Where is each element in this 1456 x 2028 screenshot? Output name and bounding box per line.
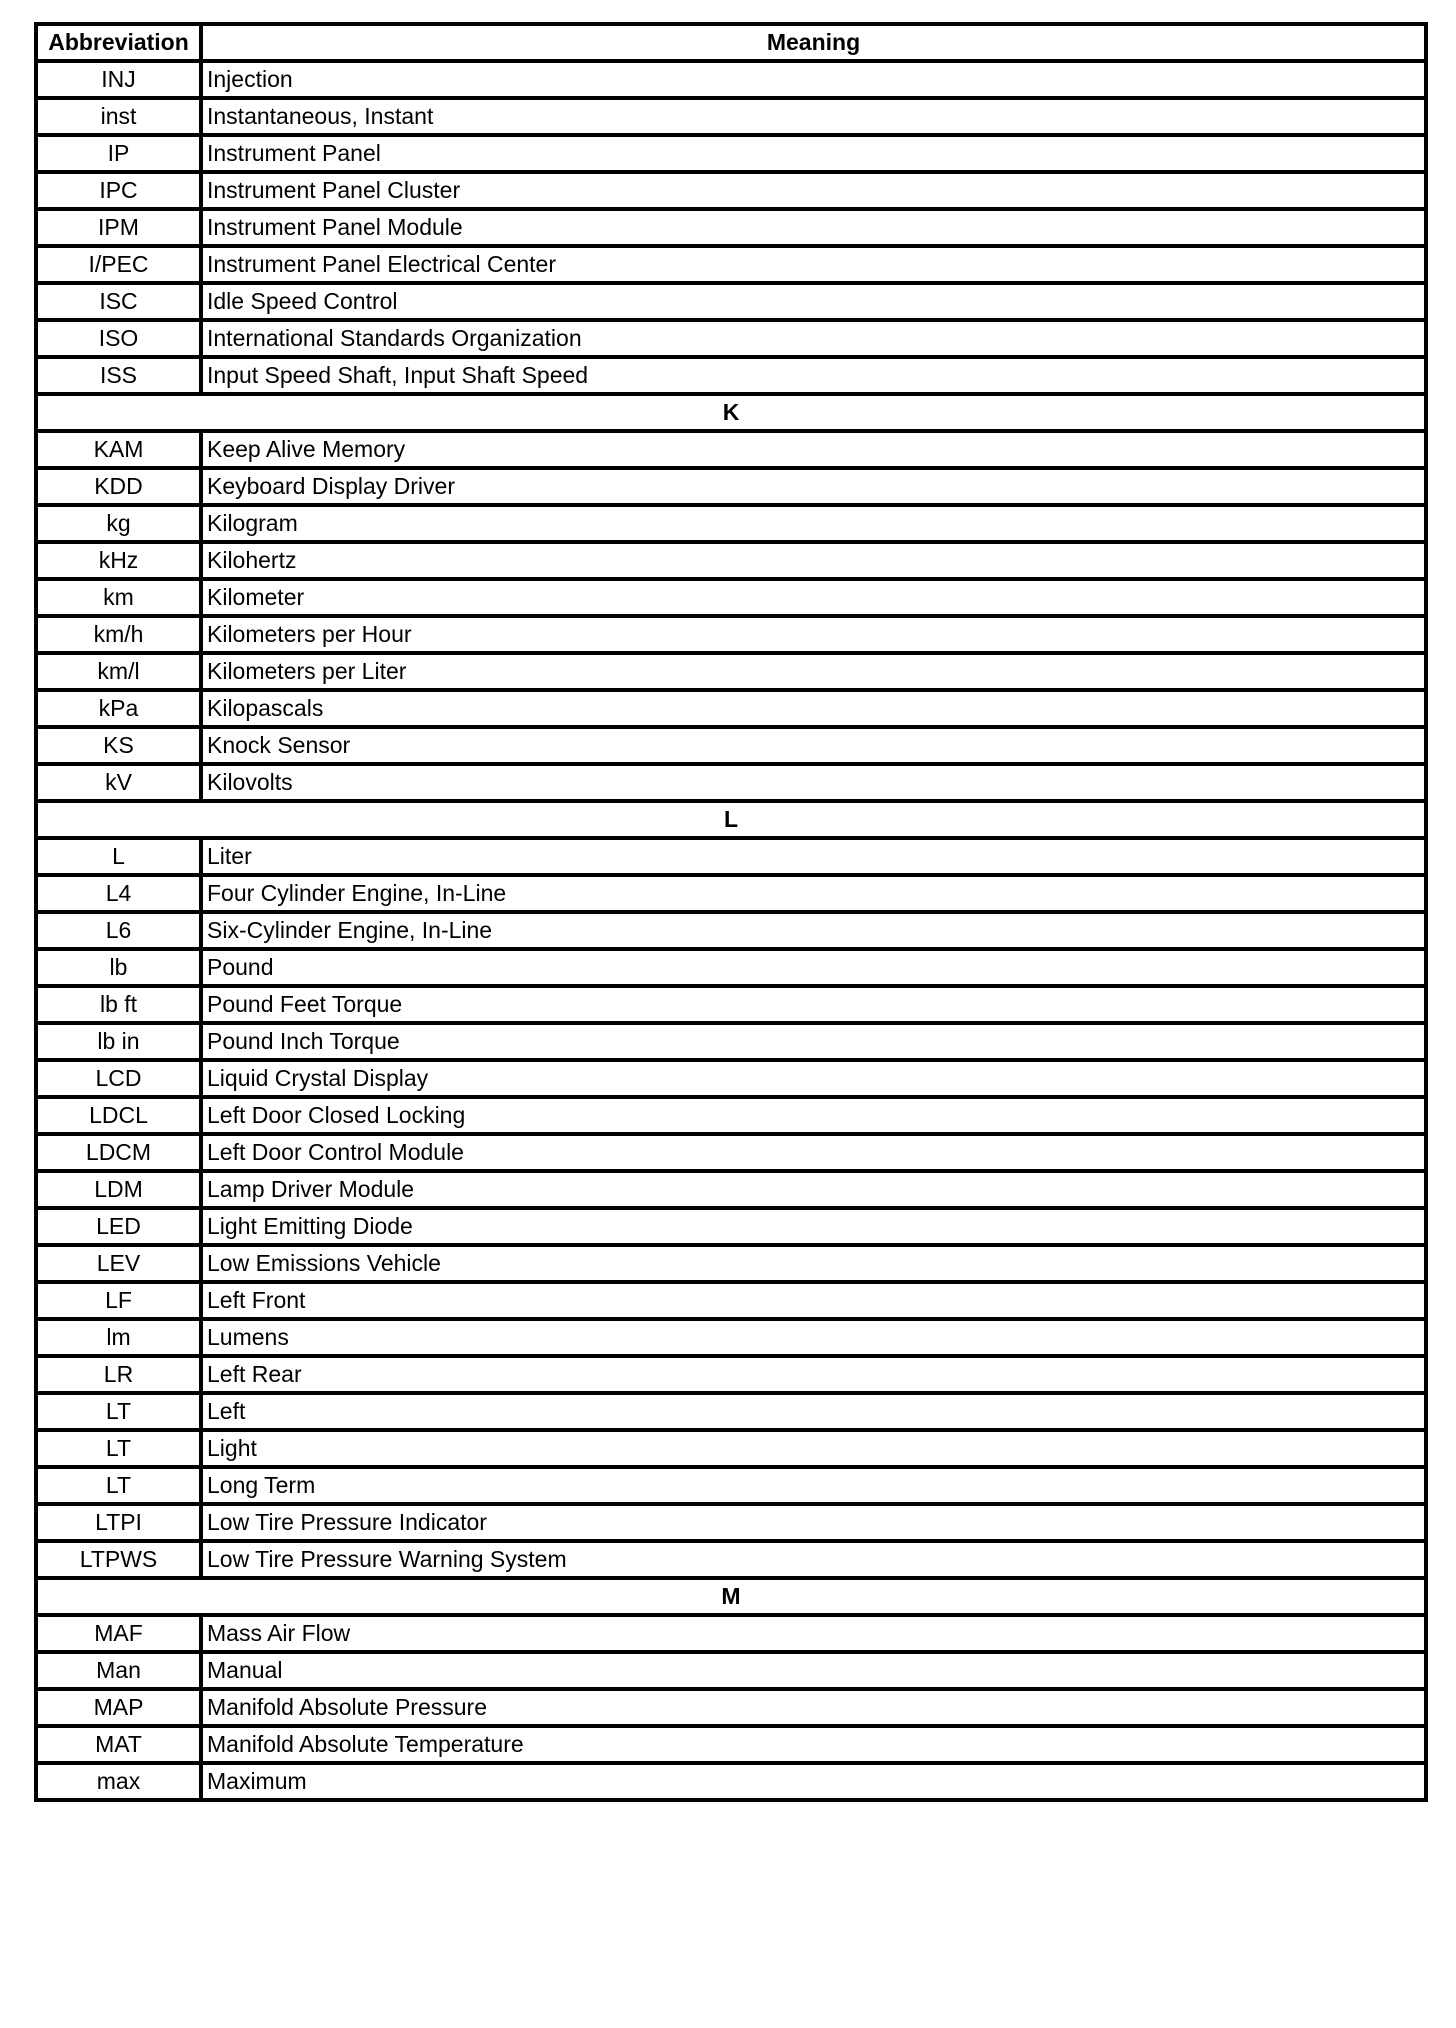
table-row xyxy=(36,986,1426,1023)
abbreviation-cell: ISS xyxy=(36,357,201,394)
meaning-cell: Left Door Control Module xyxy=(201,1134,1426,1171)
meaning-cell: Idle Speed Control xyxy=(201,283,1426,320)
abbreviation-cell: lm xyxy=(36,1319,201,1356)
meaning-cell: Lamp Driver Module xyxy=(201,1171,1426,1208)
abbreviation-cell: L4 xyxy=(36,875,201,912)
section-header-row xyxy=(36,1578,1426,1615)
table-row xyxy=(36,653,1426,690)
section-header-row xyxy=(36,394,1426,431)
table-row xyxy=(36,1726,1426,1763)
abbreviation-cell: ISO xyxy=(36,320,201,357)
table-row xyxy=(36,1282,1426,1319)
meaning-cell: Pound xyxy=(201,949,1426,986)
table-row xyxy=(36,61,1426,98)
meaning-cell: Kilopascals xyxy=(201,690,1426,727)
abbreviation-cell: LDM xyxy=(36,1171,201,1208)
table-row xyxy=(36,838,1426,875)
abbreviation-cell: L6 xyxy=(36,912,201,949)
meaning-cell: Manifold Absolute Temperature xyxy=(201,1726,1426,1763)
table-row xyxy=(36,1615,1426,1652)
table-row xyxy=(36,1097,1426,1134)
table-row xyxy=(36,1245,1426,1282)
table-row xyxy=(36,1467,1426,1504)
table-row xyxy=(36,1504,1426,1541)
meaning-cell: Pound Feet Torque xyxy=(201,986,1426,1023)
meaning-cell: Six-Cylinder Engine, In-Line xyxy=(201,912,1426,949)
meaning-cell: Manifold Absolute Pressure xyxy=(201,1689,1426,1726)
meaning-cell: Knock Sensor xyxy=(201,727,1426,764)
abbreviation-cell: kPa xyxy=(36,690,201,727)
meaning-cell: Pound Inch Torque xyxy=(201,1023,1426,1060)
abbreviation-cell: Man xyxy=(36,1652,201,1689)
table-row xyxy=(36,505,1426,542)
meaning-cell: Instrument Panel Electrical Center xyxy=(201,246,1426,283)
abbreviation-cell: km xyxy=(36,579,201,616)
meaning-cell: Kilohertz xyxy=(201,542,1426,579)
table-row xyxy=(36,1689,1426,1726)
abbreviation-cell: KDD xyxy=(36,468,201,505)
meaning-cell: Keep Alive Memory xyxy=(201,431,1426,468)
abbreviation-cell: LED xyxy=(36,1208,201,1245)
header-abbreviation: Abbreviation xyxy=(36,24,201,61)
meaning-cell: Low Emissions Vehicle xyxy=(201,1245,1426,1282)
abbreviation-cell: L xyxy=(36,838,201,875)
meaning-cell: Instrument Panel Cluster xyxy=(201,172,1426,209)
section-letter: K xyxy=(36,394,1426,431)
abbreviation-cell: max xyxy=(36,1763,201,1800)
meaning-cell: Injection xyxy=(201,61,1426,98)
abbreviation-cell: lb ft xyxy=(36,986,201,1023)
abbreviation-cell: LTPI xyxy=(36,1504,201,1541)
meaning-cell: Low Tire Pressure Indicator xyxy=(201,1504,1426,1541)
abbreviation-cell: INJ xyxy=(36,61,201,98)
table-row xyxy=(36,542,1426,579)
abbreviation-cell: IP xyxy=(36,135,201,172)
abbreviation-cell: kV xyxy=(36,764,201,801)
table-row xyxy=(36,1023,1426,1060)
table-row xyxy=(36,690,1426,727)
table-row xyxy=(36,616,1426,653)
table-row xyxy=(36,1430,1426,1467)
meaning-cell: Instantaneous, Instant xyxy=(201,98,1426,135)
abbreviation-cell: LDCL xyxy=(36,1097,201,1134)
table-row xyxy=(36,764,1426,801)
meaning-cell: Liter xyxy=(201,838,1426,875)
abbreviation-cell: ISC xyxy=(36,283,201,320)
meaning-cell: Left xyxy=(201,1393,1426,1430)
meaning-cell: Light xyxy=(201,1430,1426,1467)
table-row xyxy=(36,172,1426,209)
abbreviation-cell: km/l xyxy=(36,653,201,690)
meaning-cell: Instrument Panel Module xyxy=(201,209,1426,246)
table-row xyxy=(36,468,1426,505)
abbreviation-cell: MAT xyxy=(36,1726,201,1763)
table-row xyxy=(36,579,1426,616)
section-header-row xyxy=(36,801,1426,838)
meaning-cell: Kilovolts xyxy=(201,764,1426,801)
meaning-cell: Mass Air Flow xyxy=(201,1615,1426,1652)
abbreviation-cell: inst xyxy=(36,98,201,135)
abbreviation-cell: IPC xyxy=(36,172,201,209)
table-row xyxy=(36,875,1426,912)
abbreviation-cell: LDCM xyxy=(36,1134,201,1171)
meaning-cell: Maximum xyxy=(201,1763,1426,1800)
meaning-cell: Long Term xyxy=(201,1467,1426,1504)
meaning-cell: Kilometers per Hour xyxy=(201,616,1426,653)
meaning-cell: International Standards Organization xyxy=(201,320,1426,357)
meaning-cell: Left Front xyxy=(201,1282,1426,1319)
abbreviation-cell: LR xyxy=(36,1356,201,1393)
table-row xyxy=(36,209,1426,246)
abbreviation-cell: I/PEC xyxy=(36,246,201,283)
section-letter: M xyxy=(36,1578,1426,1615)
table-row xyxy=(36,1208,1426,1245)
abbreviation-cell: LT xyxy=(36,1393,201,1430)
table-row xyxy=(36,135,1426,172)
table-row xyxy=(36,1356,1426,1393)
table-row xyxy=(36,283,1426,320)
abbreviation-cell: kHz xyxy=(36,542,201,579)
abbreviation-cell: lb xyxy=(36,949,201,986)
meaning-cell: Left Door Closed Locking xyxy=(201,1097,1426,1134)
meaning-cell: Kilogram xyxy=(201,505,1426,542)
table-row xyxy=(36,1134,1426,1171)
abbreviation-cell: LT xyxy=(36,1430,201,1467)
meaning-cell: Low Tire Pressure Warning System xyxy=(201,1541,1426,1578)
table-row xyxy=(36,949,1426,986)
meaning-cell: Manual xyxy=(201,1652,1426,1689)
abbreviation-cell: KAM xyxy=(36,431,201,468)
table-header-row xyxy=(36,24,1426,61)
abbreviation-table xyxy=(34,22,1428,1802)
meaning-cell: Kilometer xyxy=(201,579,1426,616)
meaning-cell: Keyboard Display Driver xyxy=(201,468,1426,505)
table-row xyxy=(36,357,1426,394)
abbreviation-cell: km/h xyxy=(36,616,201,653)
header-meaning: Meaning xyxy=(201,24,1426,61)
table-row xyxy=(36,727,1426,764)
table-row xyxy=(36,98,1426,135)
meaning-cell: Input Speed Shaft, Input Shaft Speed xyxy=(201,357,1426,394)
table-row xyxy=(36,246,1426,283)
abbreviation-cell: LTPWS xyxy=(36,1541,201,1578)
table-row xyxy=(36,912,1426,949)
meaning-cell: Left Rear xyxy=(201,1356,1426,1393)
meaning-cell: Kilometers per Liter xyxy=(201,653,1426,690)
meaning-cell: Instrument Panel xyxy=(201,135,1426,172)
meaning-cell: Lumens xyxy=(201,1319,1426,1356)
abbreviation-cell: kg xyxy=(36,505,201,542)
table-row xyxy=(36,431,1426,468)
table-row xyxy=(36,1393,1426,1430)
section-letter: L xyxy=(36,801,1426,838)
abbreviation-cell: lb in xyxy=(36,1023,201,1060)
table-body xyxy=(36,61,1426,1800)
table-row xyxy=(36,1060,1426,1097)
table-row xyxy=(36,1652,1426,1689)
abbreviation-cell: LT xyxy=(36,1467,201,1504)
table-row xyxy=(36,1171,1426,1208)
abbreviation-cell: KS xyxy=(36,727,201,764)
abbreviation-cell: LCD xyxy=(36,1060,201,1097)
abbreviation-cell: IPM xyxy=(36,209,201,246)
table-row xyxy=(36,320,1426,357)
abbreviation-cell: LEV xyxy=(36,1245,201,1282)
meaning-cell: Light Emitting Diode xyxy=(201,1208,1426,1245)
meaning-cell: Four Cylinder Engine, In-Line xyxy=(201,875,1426,912)
table-row xyxy=(36,1319,1426,1356)
abbreviation-cell: LF xyxy=(36,1282,201,1319)
table-row xyxy=(36,1763,1426,1800)
abbreviation-cell: MAF xyxy=(36,1615,201,1652)
table-row xyxy=(36,1541,1426,1578)
meaning-cell: Liquid Crystal Display xyxy=(201,1060,1426,1097)
abbreviation-cell: MAP xyxy=(36,1689,201,1726)
